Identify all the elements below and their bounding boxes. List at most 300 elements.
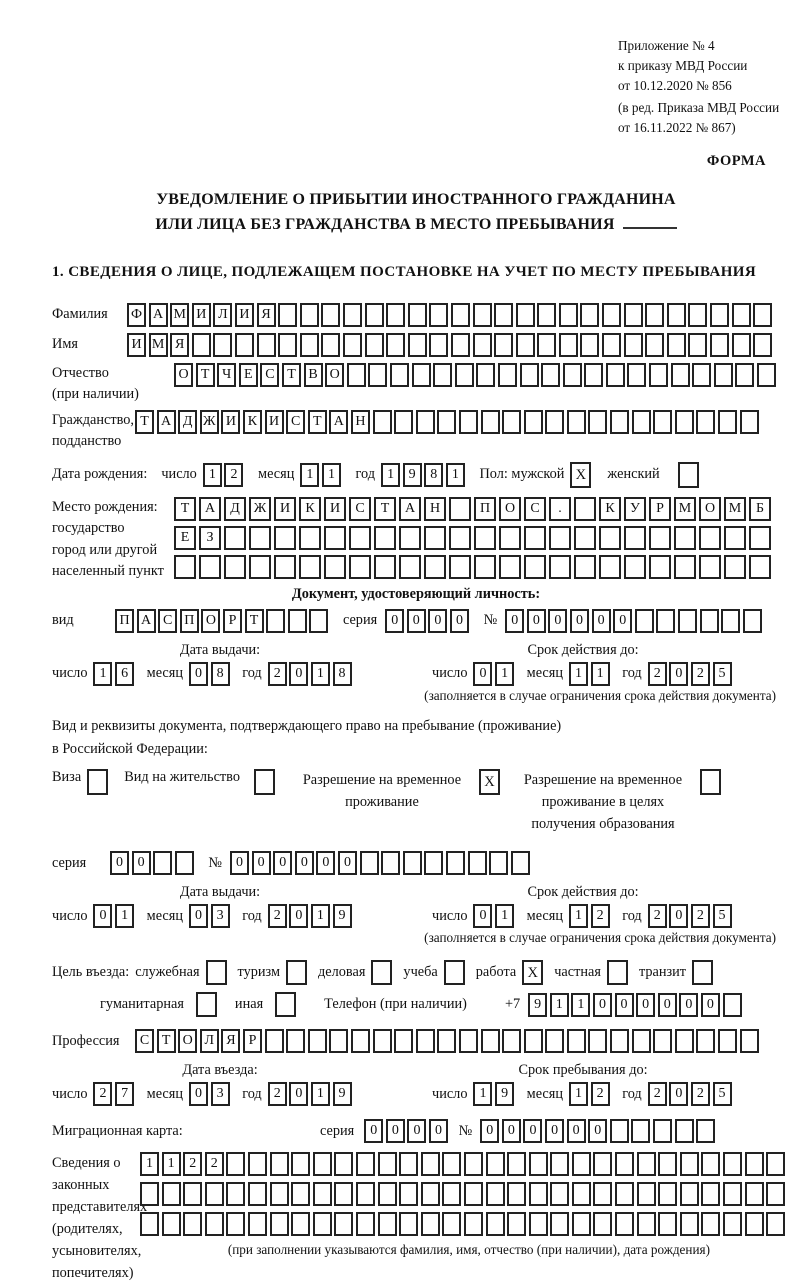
char-cell[interactable] [593, 1152, 612, 1176]
char-cell[interactable] [278, 333, 297, 357]
char-cell[interactable] [724, 526, 746, 550]
char-cell[interactable]: И [221, 410, 240, 434]
char-cell[interactable] [718, 410, 737, 434]
char-cell[interactable] [610, 1029, 629, 1053]
char-cell[interactable] [442, 1212, 461, 1236]
char-cell[interactable]: 1 [446, 463, 465, 487]
char-cell[interactable] [724, 555, 746, 579]
char-cell[interactable]: Т [174, 497, 196, 521]
char-cell[interactable] [288, 609, 307, 633]
char-cell[interactable]: 0 [450, 609, 469, 633]
char-cell[interactable]: 0 [545, 1119, 564, 1143]
char-cell[interactable] [257, 333, 276, 357]
char-cell[interactable] [637, 1212, 656, 1236]
char-cell[interactable] [437, 1029, 456, 1053]
char-cell[interactable] [224, 555, 246, 579]
char-cell[interactable] [442, 1152, 461, 1176]
char-cell[interactable] [226, 1182, 245, 1206]
char-cell[interactable]: А [329, 410, 348, 434]
char-cell[interactable]: 0 [289, 662, 308, 686]
char-cell[interactable]: С [260, 363, 279, 387]
char-cell[interactable]: 0 [93, 904, 112, 928]
char-cell[interactable] [624, 333, 643, 357]
char-cell[interactable] [334, 1182, 353, 1206]
char-cell[interactable]: 0 [593, 993, 612, 1017]
char-cell[interactable]: В [304, 363, 323, 387]
char-cell[interactable] [183, 1182, 202, 1206]
char-cell[interactable]: К [599, 497, 621, 521]
char-cell[interactable] [696, 410, 715, 434]
char-cell[interactable] [489, 851, 508, 875]
char-cell[interactable]: 9 [403, 463, 422, 487]
char-cell[interactable] [745, 1212, 764, 1236]
char-cell[interactable] [732, 303, 751, 327]
char-cell[interactable]: 0 [316, 851, 335, 875]
char-cell[interactable]: 0 [189, 904, 208, 928]
char-cell[interactable]: Р [243, 1029, 262, 1053]
char-cell[interactable] [140, 1182, 159, 1206]
char-cell[interactable] [529, 1182, 548, 1206]
char-cell[interactable] [749, 555, 771, 579]
char-cell[interactable] [464, 1182, 483, 1206]
checkbox-purpose-work[interactable]: X [522, 960, 543, 985]
char-cell[interactable] [658, 1152, 677, 1176]
char-cell[interactable]: А [157, 410, 176, 434]
char-cell[interactable]: И [265, 410, 284, 434]
char-cell[interactable]: 8 [333, 662, 352, 686]
char-cell[interactable]: М [724, 497, 746, 521]
char-cell[interactable]: А [399, 497, 421, 521]
char-cell[interactable] [416, 410, 435, 434]
char-cell[interactable]: М [674, 497, 696, 521]
char-cell[interactable] [588, 410, 607, 434]
char-cell[interactable] [675, 410, 694, 434]
char-cell[interactable]: К [243, 410, 262, 434]
char-cell[interactable]: 0 [364, 1119, 383, 1143]
char-cell[interactable]: Т [245, 609, 264, 633]
char-cell[interactable] [192, 333, 211, 357]
char-cell[interactable]: 1 [162, 1152, 181, 1176]
char-cell[interactable] [499, 526, 521, 550]
checkbox-temp-permit-edu[interactable] [700, 769, 721, 795]
char-cell[interactable] [412, 363, 431, 387]
char-cell[interactable] [343, 333, 362, 357]
char-cell[interactable]: Ж [200, 410, 219, 434]
char-cell[interactable]: 1 [591, 662, 610, 686]
checkbox-purpose-transit[interactable] [692, 960, 713, 985]
char-cell[interactable] [740, 410, 759, 434]
char-cell[interactable] [667, 333, 686, 357]
char-cell[interactable] [464, 1152, 483, 1176]
char-cell[interactable] [624, 526, 646, 550]
char-cell[interactable]: 1 [495, 904, 514, 928]
char-cell[interactable] [675, 1119, 694, 1143]
char-cell[interactable]: С [286, 410, 305, 434]
char-cell[interactable] [274, 526, 296, 550]
char-cell[interactable] [408, 303, 427, 327]
char-cell[interactable] [559, 333, 578, 357]
char-cell[interactable]: 2 [648, 662, 667, 686]
char-cell[interactable] [373, 1029, 392, 1053]
char-cell[interactable] [692, 363, 711, 387]
char-cell[interactable]: 1 [203, 463, 222, 487]
char-cell[interactable] [688, 333, 707, 357]
char-cell[interactable] [174, 555, 196, 579]
char-cell[interactable] [291, 1182, 310, 1206]
char-cell[interactable] [627, 363, 646, 387]
char-cell[interactable] [300, 303, 319, 327]
char-cell[interactable] [416, 1029, 435, 1053]
char-cell[interactable] [381, 851, 400, 875]
char-cell[interactable]: 1 [381, 463, 400, 487]
char-cell[interactable]: 3 [211, 1082, 230, 1106]
char-cell[interactable] [235, 333, 254, 357]
char-cell[interactable] [680, 1152, 699, 1176]
char-cell[interactable]: 0 [615, 993, 634, 1017]
char-cell[interactable] [373, 410, 392, 434]
char-cell[interactable]: Р [223, 609, 242, 633]
char-cell[interactable]: 0 [132, 851, 151, 875]
char-cell[interactable] [313, 1182, 332, 1206]
char-cell[interactable]: 1 [311, 904, 330, 928]
char-cell[interactable]: 1 [322, 463, 341, 487]
char-cell[interactable] [696, 1029, 715, 1053]
char-cell[interactable] [265, 1029, 284, 1053]
char-cell[interactable] [226, 1152, 245, 1176]
char-cell[interactable] [494, 333, 513, 357]
char-cell[interactable] [356, 1182, 375, 1206]
char-cell[interactable]: О [325, 363, 344, 387]
char-cell[interactable] [541, 363, 560, 387]
char-cell[interactable]: 2 [591, 904, 610, 928]
char-cell[interactable] [667, 303, 686, 327]
char-cell[interactable] [374, 526, 396, 550]
char-cell[interactable] [723, 1182, 742, 1206]
char-cell[interactable]: И [274, 497, 296, 521]
char-cell[interactable] [486, 1152, 505, 1176]
char-cell[interactable] [545, 1029, 564, 1053]
char-cell[interactable] [649, 555, 671, 579]
char-cell[interactable]: С [524, 497, 546, 521]
char-cell[interactable]: Т [135, 410, 154, 434]
char-cell[interactable] [753, 303, 772, 327]
char-cell[interactable] [378, 1212, 397, 1236]
char-cell[interactable] [743, 609, 762, 633]
char-cell[interactable]: О [699, 497, 721, 521]
char-cell[interactable]: И [192, 303, 211, 327]
char-cell[interactable]: 0 [295, 851, 314, 875]
char-cell[interactable]: О [201, 609, 220, 633]
char-cell[interactable] [529, 1212, 548, 1236]
char-cell[interactable] [637, 1152, 656, 1176]
char-cell[interactable] [429, 303, 448, 327]
char-cell[interactable] [473, 333, 492, 357]
char-cell[interactable] [356, 1152, 375, 1176]
char-cell[interactable] [745, 1182, 764, 1206]
char-cell[interactable] [399, 526, 421, 550]
char-cell[interactable]: О [499, 497, 521, 521]
char-cell[interactable]: И [324, 497, 346, 521]
char-cell[interactable] [162, 1182, 181, 1206]
char-cell[interactable] [437, 410, 456, 434]
char-cell[interactable]: Я [221, 1029, 240, 1053]
char-cell[interactable] [140, 1212, 159, 1236]
char-cell[interactable]: 0 [289, 904, 308, 928]
char-cell[interactable]: К [299, 497, 321, 521]
char-cell[interactable] [449, 526, 471, 550]
char-cell[interactable]: 2 [268, 1082, 287, 1106]
char-cell[interactable] [740, 1029, 759, 1053]
char-cell[interactable] [580, 303, 599, 327]
char-cell[interactable] [524, 410, 543, 434]
char-cell[interactable] [213, 333, 232, 357]
char-cell[interactable]: А [137, 609, 156, 633]
char-cell[interactable] [424, 851, 443, 875]
char-cell[interactable] [563, 363, 582, 387]
char-cell[interactable]: 0 [505, 609, 524, 633]
char-cell[interactable] [309, 609, 328, 633]
char-cell[interactable]: 5 [713, 904, 732, 928]
char-cell[interactable]: 0 [252, 851, 271, 875]
char-cell[interactable]: 1 [311, 1082, 330, 1106]
checkbox-purpose-study[interactable] [444, 960, 465, 985]
char-cell[interactable]: 5 [713, 1082, 732, 1106]
char-cell[interactable]: У [624, 497, 646, 521]
char-cell[interactable]: 0 [669, 662, 688, 686]
char-cell[interactable] [637, 1182, 656, 1206]
char-cell[interactable] [299, 526, 321, 550]
char-cell[interactable] [653, 1119, 672, 1143]
char-cell[interactable]: 1 [571, 993, 590, 1017]
char-cell[interactable] [374, 555, 396, 579]
char-cell[interactable] [675, 1029, 694, 1053]
char-cell[interactable] [580, 333, 599, 357]
char-cell[interactable]: 0 [636, 993, 655, 1017]
char-cell[interactable] [403, 851, 422, 875]
char-cell[interactable] [424, 526, 446, 550]
char-cell[interactable]: 9 [495, 1082, 514, 1106]
char-cell[interactable] [524, 555, 546, 579]
char-cell[interactable] [567, 410, 586, 434]
char-cell[interactable] [424, 555, 446, 579]
char-cell[interactable]: Ф [127, 303, 146, 327]
char-cell[interactable]: Т [374, 497, 396, 521]
char-cell[interactable]: 0 [189, 662, 208, 686]
char-cell[interactable]: И [127, 333, 146, 357]
char-cell[interactable]: 0 [523, 1119, 542, 1143]
char-cell[interactable] [524, 526, 546, 550]
char-cell[interactable] [349, 526, 371, 550]
char-cell[interactable] [701, 1152, 720, 1176]
char-cell[interactable] [394, 410, 413, 434]
char-cell[interactable]: 7 [115, 1082, 134, 1106]
char-cell[interactable] [481, 410, 500, 434]
char-cell[interactable] [766, 1152, 785, 1176]
char-cell[interactable] [321, 333, 340, 357]
char-cell[interactable]: П [474, 497, 496, 521]
char-cell[interactable] [757, 363, 776, 387]
char-cell[interactable]: 0 [189, 1082, 208, 1106]
char-cell[interactable]: 0 [588, 1119, 607, 1143]
char-cell[interactable] [701, 1212, 720, 1236]
char-cell[interactable]: 1 [569, 1082, 588, 1106]
char-cell[interactable] [678, 609, 697, 633]
char-cell[interactable] [529, 1152, 548, 1176]
char-cell[interactable] [511, 851, 530, 875]
char-cell[interactable] [446, 851, 465, 875]
char-cell[interactable] [516, 333, 535, 357]
char-cell[interactable]: Т [196, 363, 215, 387]
char-cell[interactable] [386, 333, 405, 357]
char-cell[interactable] [274, 555, 296, 579]
char-cell[interactable]: Е [174, 526, 196, 550]
char-cell[interactable] [710, 303, 729, 327]
char-cell[interactable] [559, 303, 578, 327]
char-cell[interactable] [421, 1212, 440, 1236]
checkbox-visa[interactable] [87, 769, 108, 795]
char-cell[interactable] [688, 303, 707, 327]
char-cell[interactable]: 0 [473, 662, 492, 686]
char-cell[interactable]: П [115, 609, 134, 633]
char-cell[interactable] [572, 1212, 591, 1236]
char-cell[interactable] [766, 1182, 785, 1206]
char-cell[interactable]: 9 [333, 1082, 352, 1106]
char-cell[interactable] [499, 555, 521, 579]
char-cell[interactable]: М [149, 333, 168, 357]
char-cell[interactable] [537, 303, 556, 327]
char-cell[interactable]: 0 [669, 1082, 688, 1106]
char-cell[interactable] [723, 1212, 742, 1236]
char-cell[interactable] [313, 1212, 332, 1236]
char-cell[interactable] [516, 303, 535, 327]
char-cell[interactable] [502, 410, 521, 434]
char-cell[interactable]: 8 [424, 463, 443, 487]
char-cell[interactable] [610, 410, 629, 434]
char-cell[interactable]: А [149, 303, 168, 327]
char-cell[interactable]: 2 [648, 904, 667, 928]
char-cell[interactable]: Т [308, 410, 327, 434]
char-cell[interactable] [574, 497, 596, 521]
char-cell[interactable]: 0 [548, 609, 567, 633]
char-cell[interactable]: 0 [273, 851, 292, 875]
char-cell[interactable] [723, 993, 742, 1017]
char-cell[interactable] [574, 555, 596, 579]
char-cell[interactable] [199, 555, 221, 579]
char-cell[interactable] [270, 1152, 289, 1176]
char-cell[interactable]: 2 [691, 662, 710, 686]
char-cell[interactable] [486, 1182, 505, 1206]
char-cell[interactable] [368, 363, 387, 387]
char-cell[interactable] [710, 333, 729, 357]
char-cell[interactable] [766, 1212, 785, 1236]
char-cell[interactable] [624, 555, 646, 579]
char-cell[interactable]: . [549, 497, 571, 521]
char-cell[interactable]: 2 [591, 1082, 610, 1106]
checkbox-purpose-humanitarian[interactable] [196, 992, 217, 1017]
char-cell[interactable] [537, 333, 556, 357]
char-cell[interactable] [270, 1182, 289, 1206]
char-cell[interactable]: 8 [211, 662, 230, 686]
char-cell[interactable]: С [158, 609, 177, 633]
char-cell[interactable]: 1 [550, 993, 569, 1017]
char-cell[interactable] [442, 1182, 461, 1206]
char-cell[interactable]: М [170, 303, 189, 327]
char-cell[interactable] [473, 303, 492, 327]
char-cell[interactable] [248, 1212, 267, 1236]
checkbox-purpose-private[interactable] [607, 960, 628, 985]
checkbox-female[interactable] [678, 462, 699, 488]
char-cell[interactable]: Д [224, 497, 246, 521]
char-cell[interactable] [674, 555, 696, 579]
char-cell[interactable] [300, 333, 319, 357]
char-cell[interactable]: 0 [502, 1119, 521, 1143]
char-cell[interactable] [433, 363, 452, 387]
char-cell[interactable] [481, 1029, 500, 1053]
char-cell[interactable]: Б [749, 497, 771, 521]
char-cell[interactable] [278, 303, 297, 327]
char-cell[interactable] [175, 851, 194, 875]
char-cell[interactable] [632, 410, 651, 434]
char-cell[interactable] [606, 363, 625, 387]
char-cell[interactable] [451, 333, 470, 357]
char-cell[interactable]: 2 [93, 1082, 112, 1106]
char-cell[interactable] [658, 1182, 677, 1206]
char-cell[interactable] [399, 1182, 418, 1206]
char-cell[interactable]: Д [178, 410, 197, 434]
char-cell[interactable] [602, 303, 621, 327]
char-cell[interactable] [599, 526, 621, 550]
char-cell[interactable]: Л [200, 1029, 219, 1053]
char-cell[interactable] [153, 851, 172, 875]
char-cell[interactable]: Н [351, 410, 370, 434]
char-cell[interactable]: 0 [570, 609, 589, 633]
char-cell[interactable] [593, 1182, 612, 1206]
char-cell[interactable] [507, 1182, 526, 1206]
char-cell[interactable] [356, 1212, 375, 1236]
char-cell[interactable] [649, 526, 671, 550]
char-cell[interactable] [449, 497, 471, 521]
char-cell[interactable]: 5 [713, 662, 732, 686]
char-cell[interactable] [324, 526, 346, 550]
char-cell[interactable] [270, 1212, 289, 1236]
char-cell[interactable]: 0 [613, 609, 632, 633]
char-cell[interactable] [468, 851, 487, 875]
char-cell[interactable] [645, 303, 664, 327]
char-cell[interactable] [653, 410, 672, 434]
char-cell[interactable]: 2 [691, 1082, 710, 1106]
char-cell[interactable] [249, 526, 271, 550]
char-cell[interactable] [632, 1029, 651, 1053]
char-cell[interactable]: 6 [115, 662, 134, 686]
char-cell[interactable]: 9 [333, 904, 352, 928]
char-cell[interactable]: 0 [429, 1119, 448, 1143]
char-cell[interactable]: Е [239, 363, 258, 387]
char-cell[interactable] [459, 410, 478, 434]
char-cell[interactable] [329, 1029, 348, 1053]
char-cell[interactable]: 1 [115, 904, 134, 928]
char-cell[interactable]: 3 [211, 904, 230, 928]
char-cell[interactable]: 1 [300, 463, 319, 487]
char-cell[interactable] [408, 333, 427, 357]
char-cell[interactable] [649, 363, 668, 387]
char-cell[interactable] [700, 609, 719, 633]
char-cell[interactable] [699, 555, 721, 579]
char-cell[interactable] [429, 333, 448, 357]
char-cell[interactable] [291, 1212, 310, 1236]
char-cell[interactable] [286, 1029, 305, 1053]
char-cell[interactable] [343, 303, 362, 327]
char-cell[interactable]: 0 [407, 609, 426, 633]
